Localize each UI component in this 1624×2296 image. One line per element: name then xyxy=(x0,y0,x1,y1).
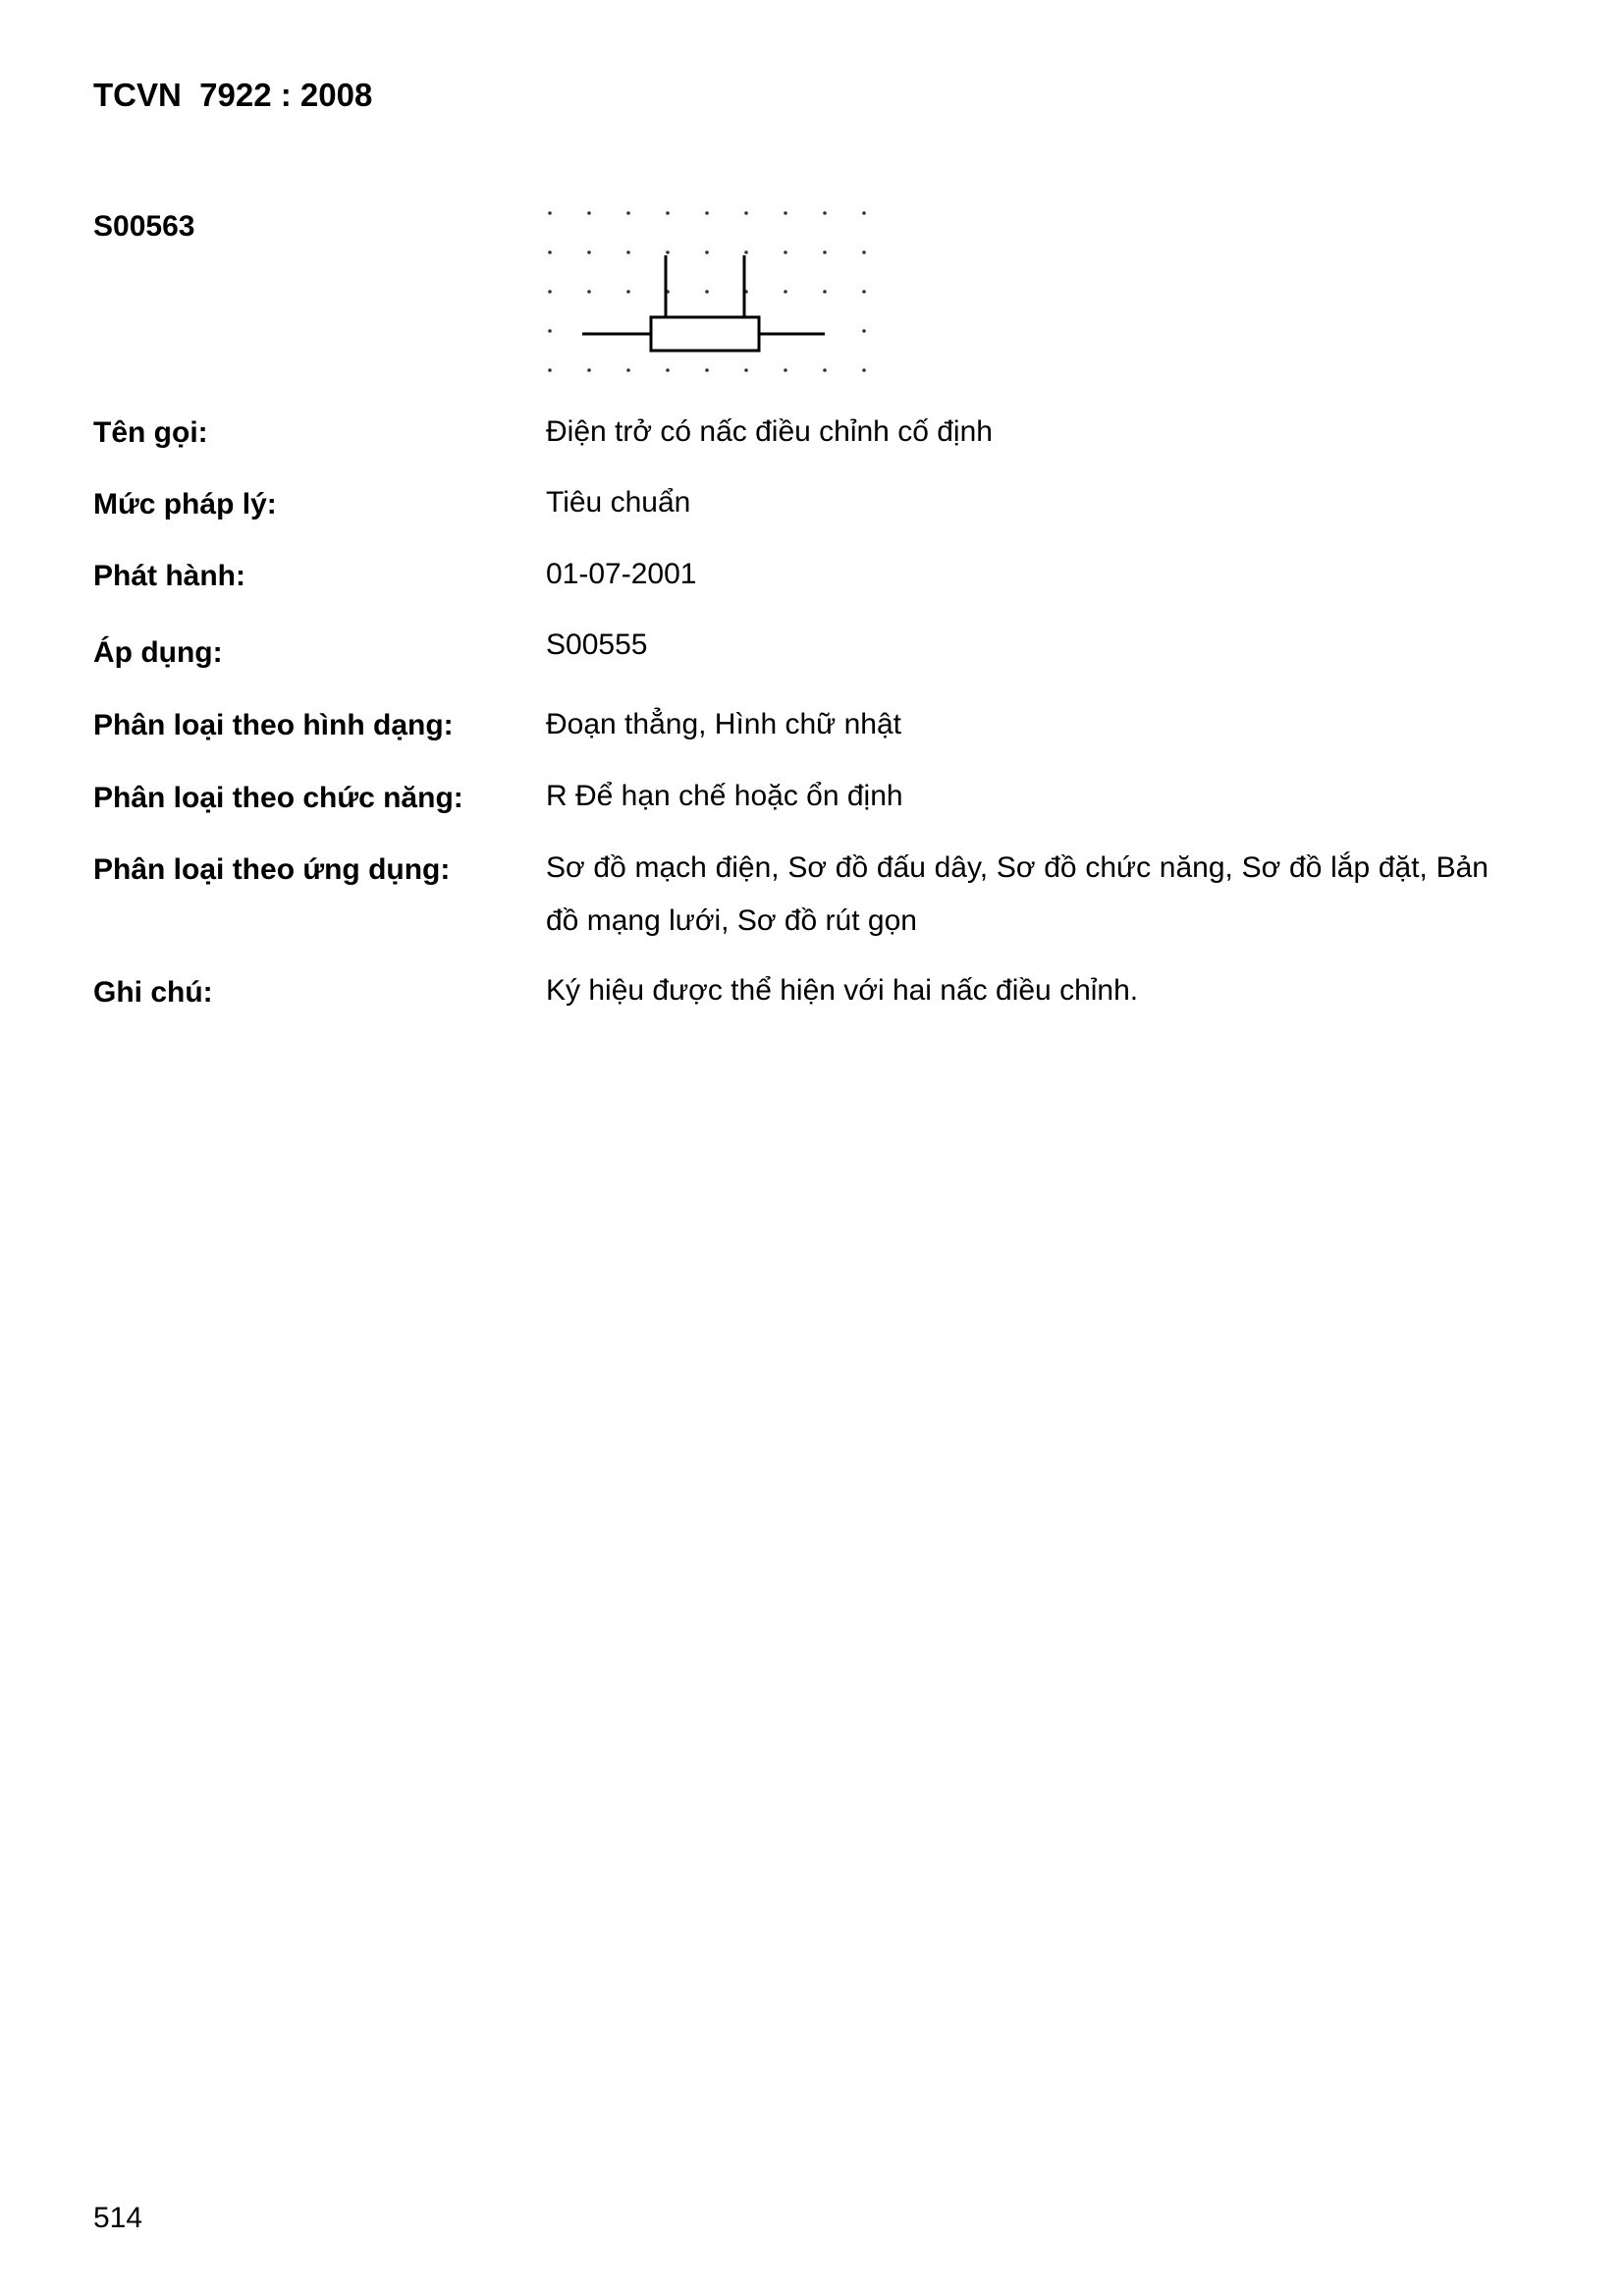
field-value-shape-class: Đoạn thẳng, Hình chữ nhật xyxy=(546,708,901,740)
page-number: 514 xyxy=(93,2202,143,2234)
field-value-note: Ký hiệu được thể hiện với hai nấc điều chỉnh. xyxy=(546,974,1139,1007)
field-label-function-class: Phân loại theo chức năng: xyxy=(93,782,463,814)
field-list xyxy=(0,0,1624,1080)
field-value-issued: 01-07-2001 xyxy=(546,558,697,590)
field-label-applies: Áp dụng: xyxy=(93,636,223,669)
standard-header: TCVN 7922 : 2008 xyxy=(93,77,373,113)
field-value-legal-level: Tiêu chuẩn xyxy=(546,486,691,519)
field-value-applies: S00555 xyxy=(546,629,648,661)
field-label-shape-class: Phân loại theo hình dạng: xyxy=(93,709,454,741)
field-value-name: Điện trở có nấc điều chỉnh cố định xyxy=(546,415,993,448)
field-value-application-class: Sơ đồ mạch điện, Sơ đồ đấu dây, Sơ đồ chức năng, Sơ đồ lắp đặt, Bản đồ mạng lưới, Sơ đồ rút gọn xyxy=(546,851,1489,937)
field-label-legal-level: Mức pháp lý: xyxy=(93,488,277,520)
field-label-application-class: Phân loại theo ứng dụng: xyxy=(93,853,451,886)
field-label-note: Ghi chú: xyxy=(93,976,213,1009)
symbol-code: S00563 xyxy=(93,210,195,243)
field-label-name: Tên gọi: xyxy=(93,416,208,449)
field-label-issued: Phát hành: xyxy=(93,560,245,592)
field-value-function-class: R Để hạn chế hoặc ổn định xyxy=(546,780,903,812)
